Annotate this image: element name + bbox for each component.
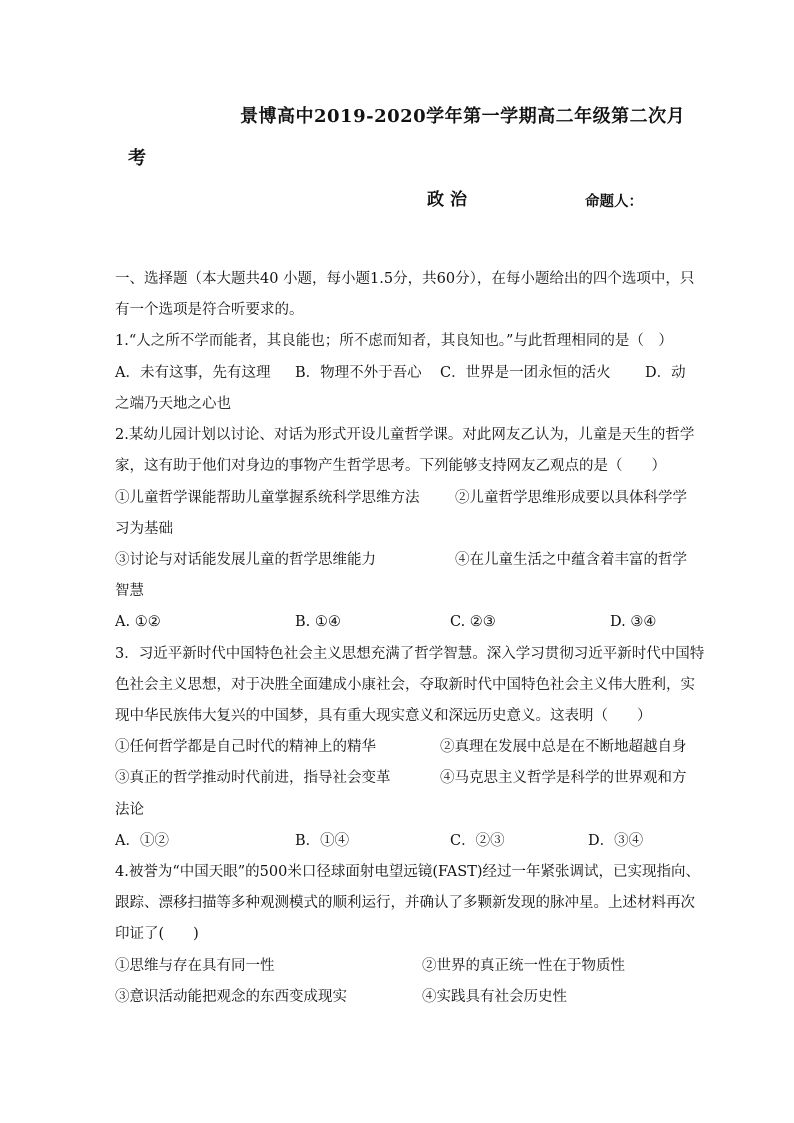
question-2-option-b: B. ①④ <box>295 614 341 630</box>
question-2-stem: 2.某幼儿园计划以讨论、对话为形式开设儿童哲学课。对此网友乙认为，儿童是天生的哲学 <box>115 427 695 443</box>
question-2-option-d: D. ③④ <box>610 614 657 630</box>
question-1-option-b: B．物理不外于吾心 <box>295 365 422 381</box>
question-2-statement-4: ④在儿童生活之中蕴含着丰富的哲学 <box>455 552 687 568</box>
question-4-stem: 4.被誉为“中国天眼”的500米口径球面射电望远镜(FAST)经过一年紧张调试，已实现指向、 <box>115 864 701 880</box>
question-3-statement-3: ③真正的哲学推动时代前进，指导社会变革 <box>115 770 391 786</box>
exam-title: 景博高中2019-2020学年第一学期高二年级第二次月 <box>240 106 686 127</box>
question-1-stem: 1.“人之所不学而能者，其良能也；所不虑而知者，其良知也。”与此哲理相同的是（ ） <box>115 333 673 349</box>
question-3-option-c: C．②③ <box>450 833 505 849</box>
question-2-stem-continued: 家，这有助于他们对身边的事物产生哲学思考。下列能够支持网友乙观点的是（ ） <box>115 458 666 474</box>
question-3-option-a: A．①② <box>115 833 169 849</box>
question-2-option-a: A. ①② <box>115 614 161 630</box>
question-2-statement-1: ①儿童哲学课能帮助儿童掌握系统科学思维方法 <box>115 490 420 506</box>
question-1-option-d-continued: 之端乃天地之心也 <box>115 396 231 412</box>
question-4-statement-2: ②世界的真正统一性在于物质性 <box>422 958 625 974</box>
author-label: 命题人： <box>585 193 643 210</box>
question-3-statement-4: ④马克思主义哲学是科学的世界观和方 <box>440 770 687 786</box>
question-3-statement-1: ①任何哲学都是自己时代的精神上的精华 <box>115 739 376 755</box>
question-3-statement-4-continued: 法论 <box>115 802 144 818</box>
question-3-option-b: B．①④ <box>295 833 350 849</box>
question-3-stem: 3．习近平新时代中国特色社会主义思想充满了哲学智慧。深入学习贯彻习近平新时代中国特 <box>115 646 705 662</box>
question-2-statement-2-continued: 习为基础 <box>115 521 173 537</box>
subject-label: 政治 <box>427 190 473 210</box>
question-1-option-d: D．动 <box>645 365 686 381</box>
section-instructions: 一、选择题（本大题共40 小题，每小题1.5分，共60分），在每小题给出的四个选项中，只 <box>115 271 695 287</box>
question-2-option-c: C. ②③ <box>450 614 496 630</box>
exam-title-continued: 考 <box>128 148 147 169</box>
question-2-statement-4-continued: 智慧 <box>115 583 144 599</box>
question-4-stem-continued-1: 跟踪、漂移扫描等多种观测模式的顺利运行，并确认了多颗新发现的脉冲星。上述材料再次 <box>115 895 695 911</box>
section-instructions-continued: 有一个选项是符合听要求的。 <box>115 302 304 318</box>
question-2-statement-3: ③讨论与对话能发展儿童的哲学思维能力 <box>115 552 376 568</box>
question-3-option-d: D．③④ <box>588 833 644 849</box>
question-3-statement-2: ②真理在发展中总是在不断地超越自身 <box>440 739 687 755</box>
question-4-statement-1: ①思维与存在具有同一性 <box>115 958 275 974</box>
question-1-option-c: C．世界是一团永恒的活火 <box>440 365 611 381</box>
question-1-option-a: A．未有这事，先有这理 <box>115 365 271 381</box>
question-2-statement-2: ②儿童哲学思维形成要以具体科学学 <box>455 490 687 506</box>
question-4-stem-continued-2: 印证了( ) <box>115 926 199 942</box>
question-3-stem-continued-1: 色社会主义思想，对于决胜全面建成小康社会，夺取新时代中国特色社会主义伟大胜利，实 <box>115 677 695 693</box>
question-4-statement-3: ③意识活动能把观念的东西变成现实 <box>115 989 347 1005</box>
question-4-statement-4: ④实践具有社会历史性 <box>422 989 567 1005</box>
question-3-stem-continued-2: 现中华民族伟大复兴的中国梦，具有重大现实意义和深远历史意义。这表明（ ） <box>115 708 652 724</box>
